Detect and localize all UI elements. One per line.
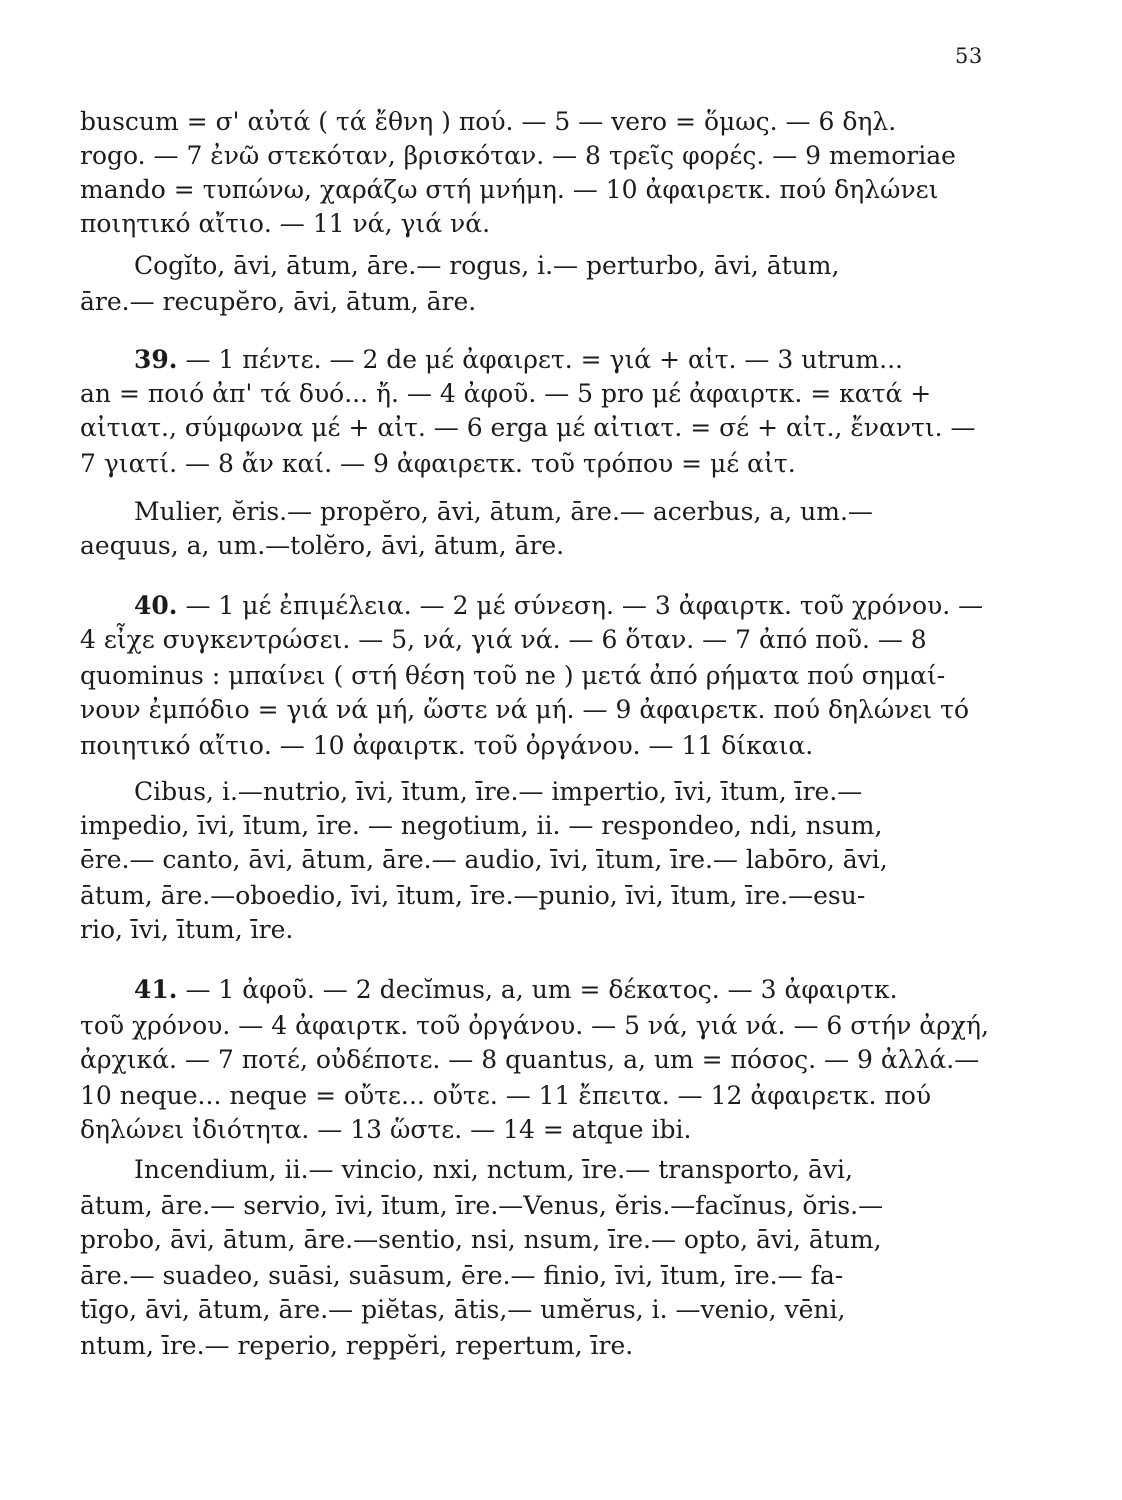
text-line: — 1 μέ ἐπιμέλεια. — 2 μέ σύνεση. — 3 ἀφαιρτκ. τοῦ χρόνου. — xyxy=(185,591,984,620)
text-line: αἰτιατ., σύμφωνα μέ + αἰτ. — 6 erga μέ αἰτιατ. = σέ + αἰτ., ἔναντι. — xyxy=(80,413,976,442)
text-line: 7 γιατί. — 8 ἄν καί. — 9 ἀφαιρετκ. τοῦ τρόπου = μέ αἰτ. xyxy=(80,449,796,478)
text-line: āre.— suadeo, suāsi, suāsum, ēre.— finio, īvi, ītum, īre.— fa- xyxy=(80,1261,844,1290)
text-line: Incendium, ii.— vincio, nxi, nctum, īre.— transporto, āvi, xyxy=(134,1155,853,1184)
text-line: Cibus, i.—nutrio, īvi, ītum, īre.— impertio, īvi, ītum, īre.— xyxy=(134,777,863,806)
section-number: 40. xyxy=(134,591,178,620)
text-line: mando = τυπώνω, χαράζω στή μνήμη. — 10 ἀφαιρετκ. πού δηλώνει xyxy=(80,175,939,204)
text-line: ποιητικό αἴτιο. — 10 ἀφαιρτκ. τοῦ ὀργάνου. — 11 δίκαια. xyxy=(80,731,814,760)
text-line: aequus, a, um.—tolĕro, āvi, ātum, āre. xyxy=(80,531,565,560)
text-line: probo, āvi, ātum, āre.—sentio, nsi, nsum, īre.— opto, āvi, ātum, xyxy=(80,1225,882,1254)
text-line: rogo. — 7 ἐνῶ στεκόταν, βρισκόταν. — 8 τρεῖς φορές. — 9 memoriae xyxy=(80,141,956,170)
text-line: τοῦ χρόνου. — 4 ἀφαιρτκ. τοῦ ὀργάνου. — 5 νά, γιά νά. — 6 στήν ἀρχή, xyxy=(80,1011,989,1040)
text-line: ἀρχικά. — 7 ποτέ, οὐδέποτε. — 8 quantus, a, um = πόσος. — 9 ἀλλά.— xyxy=(80,1045,980,1074)
text-line: Mulier, ĕris.— propĕro, āvi, ātum, āre.— acerbus, a, um.— xyxy=(134,497,873,526)
text-line: ātum, āre.—oboedio, īvi, ītum, īre.—punio, īvi, ītum, īre.—esu- xyxy=(80,881,866,910)
text-line: tīgo, āvi, ātum, āre.— piĕtas, ātis,— umĕrus, i. —venio, vēni, xyxy=(80,1295,846,1324)
text-line: 10 neque... neque = οὔτε... οὔτε. — 11 ἔπειτα. — 12 ἀφαιρετκ. πού xyxy=(80,1081,932,1110)
text-line: Cogĭto, āvi, ātum, āre.— rogus, i.— perturbo, āvi, ātum, xyxy=(134,251,840,280)
section-41-line xyxy=(134,974,898,1006)
section-39-line xyxy=(134,344,903,376)
section-number: 41. xyxy=(134,975,178,1004)
text-line: 4 εἶχε συγκεντρώσει. — 5, νά, γιά νά. — 6 ὅταν. — 7 ἀπό ποῦ. — 8 xyxy=(80,625,927,654)
text-line: quominus : μπαίνει ( στή θέση τοῦ ne ) μετά ἀπό ρήματα πού σημαί- xyxy=(80,661,946,690)
text-line: rio, īvi, ītum, īre. xyxy=(80,915,294,944)
text-line: impedio, īvi, ītum, īre. — negotium, ii. — respondeo, ndi, nsum, xyxy=(80,811,883,840)
text-line: — 1 πέντε. — 2 de μέ ἀφαιρετ. = γιά + αἰτ. — 3 utrum... xyxy=(185,345,903,374)
text-line: ēre.— canto, āvi, ātum, āre.— audio, īvi, ītum, īre.— labōro, āvi, xyxy=(80,845,888,874)
text-line: ntum, īre.— reperio, reppĕri, repertum, īre. xyxy=(80,1331,634,1360)
text-line: ātum, āre.— servio, īvi, ītum, īre.—Venus, ĕris.—facĭnus, ŏris.— xyxy=(80,1191,884,1220)
text-line: δηλώνει ἰδιότητα. — 13 ὥστε. — 14 = atque ibi. xyxy=(80,1115,692,1144)
text-line: ποιητικό αἴτιο. — 11 νά, γιά νά. xyxy=(80,209,491,238)
section-40-line xyxy=(134,590,983,622)
text-line: buscum = σ' αὐτά ( τά ἔθνη ) πού. — 5 — vero = ὅμως. — 6 δηλ. xyxy=(80,107,897,136)
page-number: 53 xyxy=(955,44,983,68)
section-number: 39. xyxy=(134,345,178,374)
text-line: an = ποιό ἀπ' τά δυό... ἤ. — 4 ἀφοῦ. — 5 pro μέ ἀφαιρτκ. = κατά + xyxy=(80,379,932,408)
text-line: āre.— recupĕro, āvi, ātum, āre. xyxy=(80,287,477,316)
text-line: νουν ἐμπόδιο = γιά νά μή, ὥστε νά μή. — 9 ἀφαιρετκ. πού δηλώνει τό xyxy=(80,695,970,724)
text-line: — 1 ἀφοῦ. — 2 decĭmus, a, um = δέκατος. — 3 ἀφαιρτκ. xyxy=(185,975,898,1004)
